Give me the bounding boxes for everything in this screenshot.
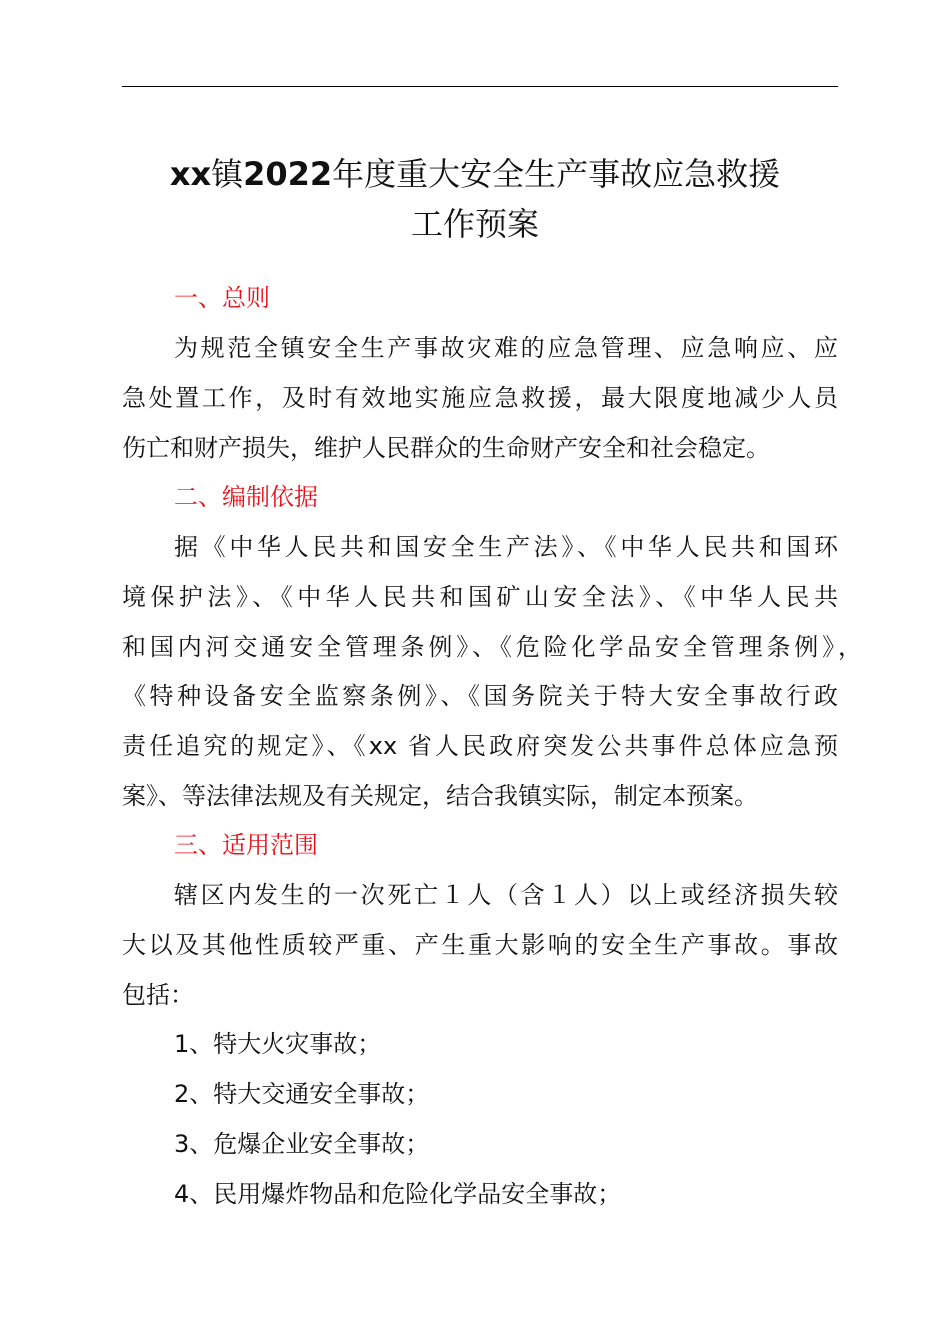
paragraph-line: 伤亡和财产损失，维护人民群众的生命财产安全和社会稳定。 [122,434,770,462]
paragraph-line: 大以及其他性质较严重、产生重大影响的安全生产事故。事故 [122,931,838,959]
list-item: 1、特大火灾事故； [174,1030,382,1058]
section-heading-general: 一、总则 [174,284,270,312]
paragraph-line: 境保护法》、《中华人民共和国矿山安全法》、《中华人民共 [122,583,838,611]
paragraph-line: 为规范全镇安全生产事故灾难的应急管理、应急响应、应 [174,334,838,362]
section-heading-scope: 三、适用范围 [174,831,318,859]
paragraph-line: 急处置工作，及时有效地实施应急救援，最大限度地减少人员 [122,384,838,412]
list-item: 2、特大交通安全事故； [174,1080,430,1108]
paragraph-line: 责任追究的规定》、《xx 省人民政府突发公共事件总体应急预 [122,732,838,760]
paragraph-line: 辖区内发生的一次死亡１人（含１人）以上或经济损失较 [174,881,838,909]
list-item: 3、危爆企业安全事故； [174,1130,430,1158]
title-rest: 年度重大安全生产事故应急救援 [332,155,781,193]
title-town: 镇 [211,155,244,193]
header-rule [122,86,838,87]
list-item: 4、民用爆炸物品和危险化学品安全事故； [174,1180,622,1208]
paragraph-line: 《特种设备安全监察条例》、《国务院关于特大安全事故行政 [122,682,838,710]
document-title-line-2: 工作预案 [410,205,539,243]
paragraph-line: 包括： [122,981,194,1009]
title-year: 2022 [243,155,333,193]
title-prefix: xx [169,155,212,193]
paragraph-line: 案》、等法律法规及有关规定，结合我镇实际，制定本预案。 [122,782,758,810]
paragraph-line: 和国内河交通安全管理条例》、《危险化学品安全管理条例》， [122,633,862,661]
document-title-line-1 [100,148,850,200]
paragraph-line: 据《中华人民共和国安全生产法》、《中华人民共和国环 [174,533,838,561]
section-heading-basis: 二、编制依据 [174,483,318,511]
